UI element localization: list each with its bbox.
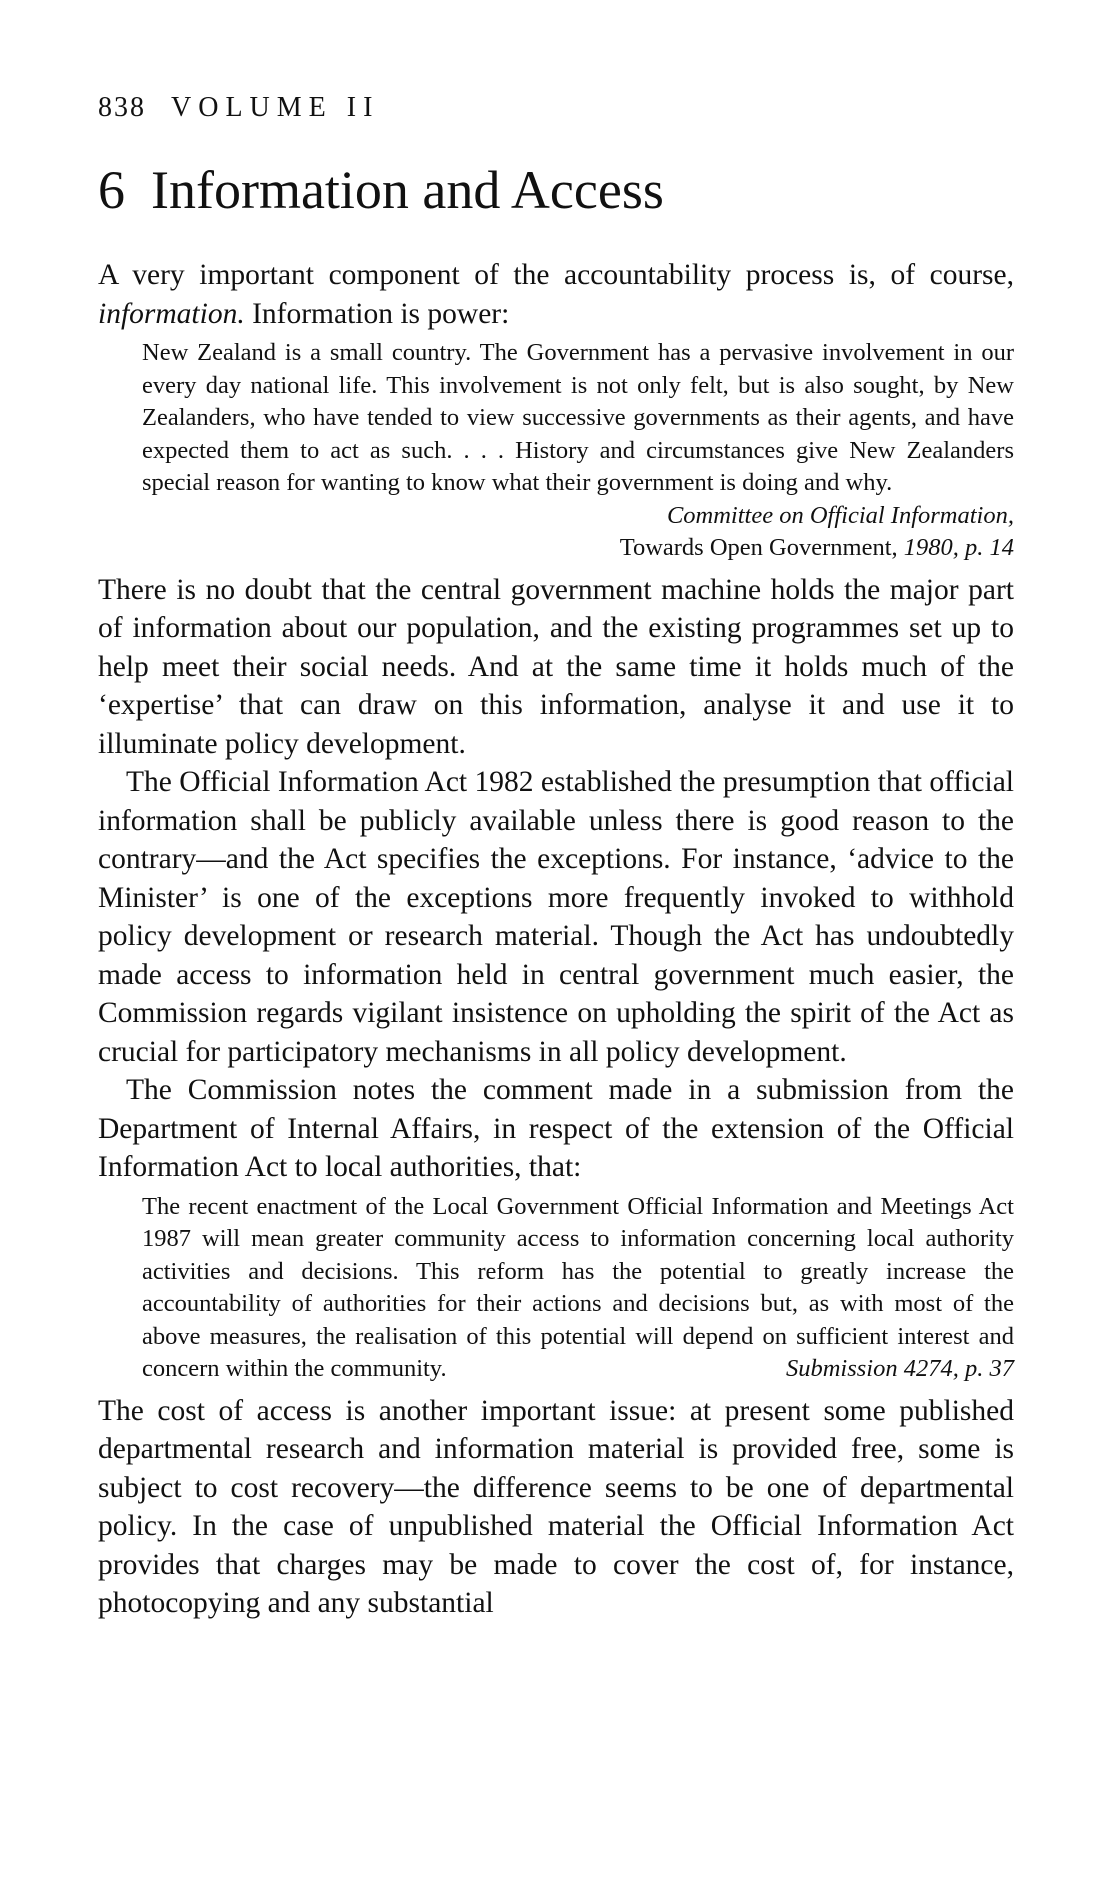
paragraph-government-machine: There is no doubt that the central government machine holds the major part of information about our population, and the existing programmes set up to help meet their social needs. And at the same time it holds much of the ‘expertise’ that can draw on this information, analyse it and use it to illuminate policy development. <box>98 573 1014 760</box>
quote-citation-author: Committee on Official Information, <box>666 501 1014 529</box>
quote-text: New Zealand is a small country. The Government has a pervasive involvement in our every day national life. This involvement is not only felt, but is also sought, by New Zealanders, who have tended to view successive governments as their agents, and have expected them to act as such. . . . History and circumstances give New Zealanders special reason for wanting to know what their government is doing and why. <box>142 339 1014 496</box>
quote-citation: Submission 4274, p. 37 <box>785 1355 1014 1382</box>
quote-text <box>142 1191 1014 1386</box>
citation-title: Towards Open Government, <box>619 534 898 561</box>
chapter-title-text: Information and Access <box>151 160 664 220</box>
block-quote-submission <box>142 1191 1014 1386</box>
paragraph-official-information-act: The Official Information Act 1982 established the presumption that official information shall be publicly available unless there is good reason to the contrary—and the Act specifies the exceptions. For instance, ‘advice to the Minister’ is one of the exceptions more frequently invoked to withhold policy development or research material. Though the Act has undoubtedly made access to information held in central government much easier, the Commission regards vigilant insistence on upholding the spirit of the Act as crucial for participatory mechanisms in all policy development. <box>98 766 1014 1068</box>
page-number: 838 <box>98 92 146 123</box>
paragraph-intro <box>98 256 1014 333</box>
volume-label: VOLUME II <box>171 92 380 123</box>
paragraph-cost-of-access: The cost of access is another important issue: at present some published departmental research and information material is provided free, some is subject to cost recovery—the difference seems to be one of departmental policy. In the case of unpublished material the Official Information Act provides that charges may be made to cover the cost of, for instance, photocopying and any substantial <box>98 1394 1014 1619</box>
citation-date-page: 1980, p. 14 <box>897 534 1014 561</box>
paragraph-commission-notes: The Commission notes the comment made in a submission from the Department of Internal Affairs, in respect of the extension of the Official Information Act to local authorities, that: <box>98 1074 1014 1183</box>
chapter-number: 6 <box>98 160 125 220</box>
running-head <box>98 92 379 124</box>
quote-citation-work <box>142 532 1014 565</box>
emphasis-information: information. <box>98 297 245 330</box>
quote-body: The recent enactment of the Local Government Official Information and Meetings Act 1987 will mean greater community access to information concerning local authority activities and decisions. This reform has the potential to greatly increase the accountability of authorities for their actions and decisions but, as with most of the above measures, the realisation of this potential will depend on sufficient interest and concern within the community. <box>142 1192 1014 1382</box>
paragraph-intro-text: A very important component of the accountability process is, of course, <box>98 259 1014 291</box>
paragraph-intro-tail: Information is power: <box>244 297 510 330</box>
body-text <box>98 256 1014 1623</box>
block-quote-committee <box>142 337 1014 565</box>
chapter-title <box>98 160 664 220</box>
